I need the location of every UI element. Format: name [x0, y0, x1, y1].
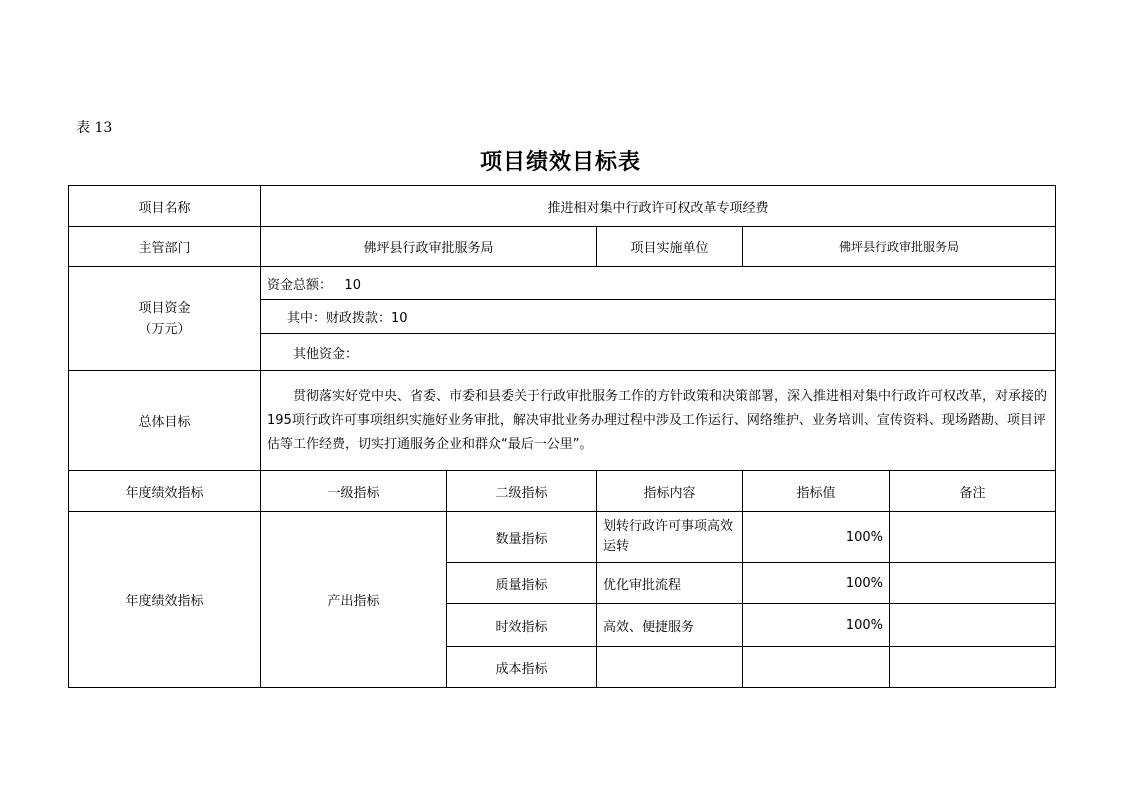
- level2-indicator: 时效指标: [447, 604, 597, 647]
- level2-indicator: 数量指标: [447, 512, 597, 563]
- level1-indicator: 产出指标: [261, 512, 447, 688]
- project-name-label: 项目名称: [69, 186, 261, 227]
- implementing-unit-label: 项目实施单位: [597, 227, 743, 267]
- implementing-unit-value: 佛坪县行政审批服务局: [743, 227, 1056, 267]
- funds-fiscal-value: 10: [391, 311, 408, 326]
- department-label: 主管部门: [69, 227, 261, 267]
- funds-fiscal-label: 其中：财政拨款：: [287, 311, 392, 326]
- funds-total-row: [69, 267, 1056, 300]
- indicator-note: [890, 512, 1056, 563]
- indicator-value: 100%: [743, 512, 890, 563]
- indicator-content: 划转行政许可事项高效运转: [597, 512, 743, 563]
- header-level2: 二级指标: [447, 471, 597, 512]
- indicator-note: [890, 647, 1056, 688]
- overall-goal-label: 总体目标: [69, 371, 261, 471]
- funds-fiscal-cell: [261, 300, 1056, 334]
- funds-label-line2: （万元）: [138, 321, 191, 337]
- funds-label-line1: 项目资金: [138, 300, 191, 316]
- indicator-note: [890, 604, 1056, 647]
- funds-other-label: 其他资金：: [293, 346, 359, 362]
- department-row: [69, 227, 1056, 267]
- performance-goal-table: [68, 185, 1056, 688]
- department-value: 佛坪县行政审批服务局: [261, 227, 597, 267]
- funds-total-cell: [261, 267, 1056, 300]
- level2-indicator: 成本指标: [447, 647, 597, 688]
- overall-goal-text: 贯彻落实好党中央、省委、市委和县委关于行政审批服务工作的方针政策和决策部署，深入推进相对集中行政许可权改革，对承接的195项行政许可事项组织实施好业务审批，解决审批业务办理过程中涉及工作运行、网络维护、业务培训、宣传资料、现场踏勘、项目评估等工作经费，切实打通服务企业和群众“最后一公里”。: [261, 371, 1056, 471]
- project-name-value: 推进相对集中行政许可权改革专项经费: [261, 186, 1056, 227]
- funds-total-label: 资金总额：: [267, 277, 333, 293]
- indicator-row: [69, 512, 1056, 563]
- project-name-row: [69, 186, 1056, 227]
- level2-indicator: 质量指标: [447, 563, 597, 604]
- funds-label: [69, 267, 261, 371]
- table-number: 表 13: [76, 120, 113, 136]
- funds-total-value: 10: [344, 277, 361, 293]
- indicator-content: [597, 647, 743, 688]
- header-content: 指标内容: [597, 471, 743, 512]
- page-title: 项目绩效目标表: [479, 149, 641, 175]
- indicator-header-row: [69, 471, 1056, 512]
- indicator-value: 100%: [743, 563, 890, 604]
- header-level1: 一级指标: [261, 471, 447, 512]
- header-note: 备注: [890, 471, 1056, 512]
- annual-indicator-label: 年度绩效指标: [69, 512, 261, 688]
- indicator-value: [743, 647, 890, 688]
- funds-other-cell: [261, 334, 1056, 371]
- header-annual-indicator: 年度绩效指标: [69, 471, 261, 512]
- header-value: 指标值: [743, 471, 890, 512]
- overall-goal-row: [69, 371, 1056, 471]
- indicator-value: 100%: [743, 604, 890, 647]
- indicator-note: [890, 563, 1056, 604]
- indicator-content: 高效、便捷服务: [597, 604, 743, 647]
- indicator-content: 优化审批流程: [597, 563, 743, 604]
